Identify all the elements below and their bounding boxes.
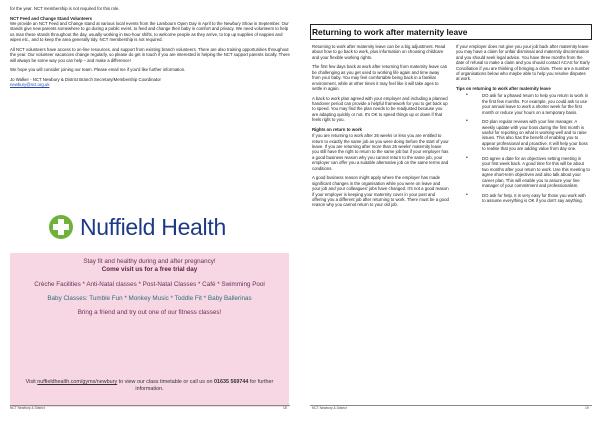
nuffield-website-link[interactable]: nuffieldhealth.com/gyms/newbury xyxy=(37,379,118,385)
footer-publication: NCT Newbury & District xyxy=(312,406,347,410)
col1-para-5: A good business reason might apply where the employer has made significant changes in the organisation while you were on leave and your job and your colleagues' jobs have changed. It's not a good reason if your employer is keeping your maternity cover in your post and offering you a different job after returning to work. There must be a good reason why you cannot return to your old job. xyxy=(312,175,449,208)
article-column-2 xyxy=(456,44,590,208)
visit-prefix: Visit xyxy=(25,379,38,385)
paragraph-volunteers: All NCT volunteers have access to on-line resources, and support from existing branch volunteers. There are also training opportunities throughout the year. Our volunteer vacancies change regularly, so please do get in touch if you are interested in helping the NCT support parents locally. There will always be some way you can help – and make a difference! xyxy=(10,46,290,63)
rights-subheading: Rights on return to work xyxy=(312,126,362,132)
col2-para-1: If your employer does not give you your job back after maternity leave you may have a claim for unfair dismissal and maternity discrimination and you should seek legal advice. You have three months from the date of refusal to make a claim and you should contact ACAS for Early Conciliation if you are thinking of bringing a claim. There are a number of organisations below who maybe able to help you resolve disputes at work. xyxy=(456,44,590,82)
email-link[interactable]: newbury@nct.org.uk xyxy=(10,82,50,88)
footer-publication: NCT Newbury & District xyxy=(10,406,45,410)
signature: Jo Walker - NCT Newbury & District Branch Secretary/Membership Coordinator xyxy=(10,76,161,82)
page-number: 18 xyxy=(283,406,287,410)
page-number: 19 xyxy=(585,406,589,410)
nuffield-cross-icon xyxy=(48,214,74,240)
col1-para-4: If you are returning to work after 26 weeks or less you are entitled to return to exactly the same job as you were doing before the start of your leave. If you are returning after more than 26 weeks' maternity leave you still have the right to return to the same job but if your employer has a good business reason why you cannot return to the same job, your employer can offer you a suitable alternative job on the same terms and conditions. xyxy=(312,133,449,171)
advert-lines xyxy=(14,258,285,317)
footer-rule xyxy=(310,405,592,406)
phone-number: 01635 569744 xyxy=(213,379,249,385)
section-title: NCT Feed and Change Stand Volunteers xyxy=(10,15,93,21)
advert-line-baby-classes: Baby Classes: Tumble Fun * Monkey Music * Toddle Fit * Baby Ballerinas xyxy=(47,294,252,302)
left-page-body xyxy=(10,6,290,88)
nuffield-health-advert xyxy=(10,201,289,407)
tip-item: • DO plan regular reviews with your line manager. A weekly update with your boss during the first month is useful for reporting on what is working well and to raise issues. This also has the benefit of enabling you to appear professional and proactive. It will help your boss to realise that you are adding value from day one. xyxy=(456,119,590,151)
visit-mid: to view our class timetable or call us on xyxy=(117,379,214,385)
logo-text: Nuffield Health xyxy=(80,214,226,240)
right-page xyxy=(300,0,600,425)
article-column-1 xyxy=(312,44,449,212)
col1-para-3: A back to work plan agreed with your employer and including a planned handover period can provide a helpful framework for you to get back up to speed. You may find the plan needs to be readjusted because you are adapting quickly or not. It's OK to speed things up or down if that feels right to you. xyxy=(312,95,448,123)
intro-line: for the year. NCT membership is not required for this role. xyxy=(10,6,120,11)
paragraph-join: We hope you will consider joining our team. Please email me if you'd like further information. xyxy=(10,67,186,73)
col1-para-2: The first few days back at work after returning from maternity leave can be challenging as you get used to working life again and time away from your baby. You may feel comfortable being back in a familiar environment, while at other times it may feel like it will take ages to settle in again. xyxy=(312,64,448,92)
advert-line-facilities: Crèche Facilities * Anti-Natal classes * Post-Natal Classes * Café * Swimming Pool xyxy=(34,280,265,288)
advert-visit-text xyxy=(20,379,279,393)
logo-banner xyxy=(10,201,289,253)
advert-line-trial: Come visit us for a free trial day xyxy=(101,266,198,274)
tip-item: • DO ask for help. It is very easy for those you work with to assume everything is OK if you don't say anything. xyxy=(456,193,590,204)
footer-rule xyxy=(10,405,290,406)
paragraph-feed-change: We provide an NCT Feed and Change stand at various local events from the Lambourn Open Day in April to the Newbury Show in September. Our stands give new parents somewhere to go during a public event, to feed and change their baby in comfort and privacy. We need volunteers to help us man these stands throughout the day, usually working in two-hour shifts, to welcome people as they arrive, to top up supplies of nappies and wipes etc., and to keep the area generally tidy. NCT membership is not required. xyxy=(10,21,289,43)
tip-item: • DO agree a date for an objectives setting meeting in your first week back. A good time for this will be about two months after your return to work. Use this meeting to agree short-term objectives and also talk about your career plan. This will enable you to assure your line manager of your commitment and professionalism. xyxy=(456,156,590,188)
col1-para-1: Returning to work after maternity leave can be a big adjustment. Read about how to go back to work, plus information on choosing childcare and your flexible working rights. xyxy=(312,44,446,60)
tips-list xyxy=(456,93,590,203)
advert-line-tagline: Stay fit and healthy during and after pregnancy! xyxy=(83,258,216,265)
tip-item: • DO ask for a phased return to help you return to work in the first few months. For example, you could ask to use your annual leave to work a shorter week for the first month or reduce your hours on a temporary basis. xyxy=(456,93,590,115)
advert-line-bring-friend: Bring a friend and try out one of our fitness classes! xyxy=(77,309,222,317)
visit-suffix: for further information. xyxy=(135,379,274,392)
tips-subheading: Tips on returning to work after maternity leave xyxy=(456,86,551,92)
article-heading: Returning to work after maternity leave xyxy=(312,27,468,37)
